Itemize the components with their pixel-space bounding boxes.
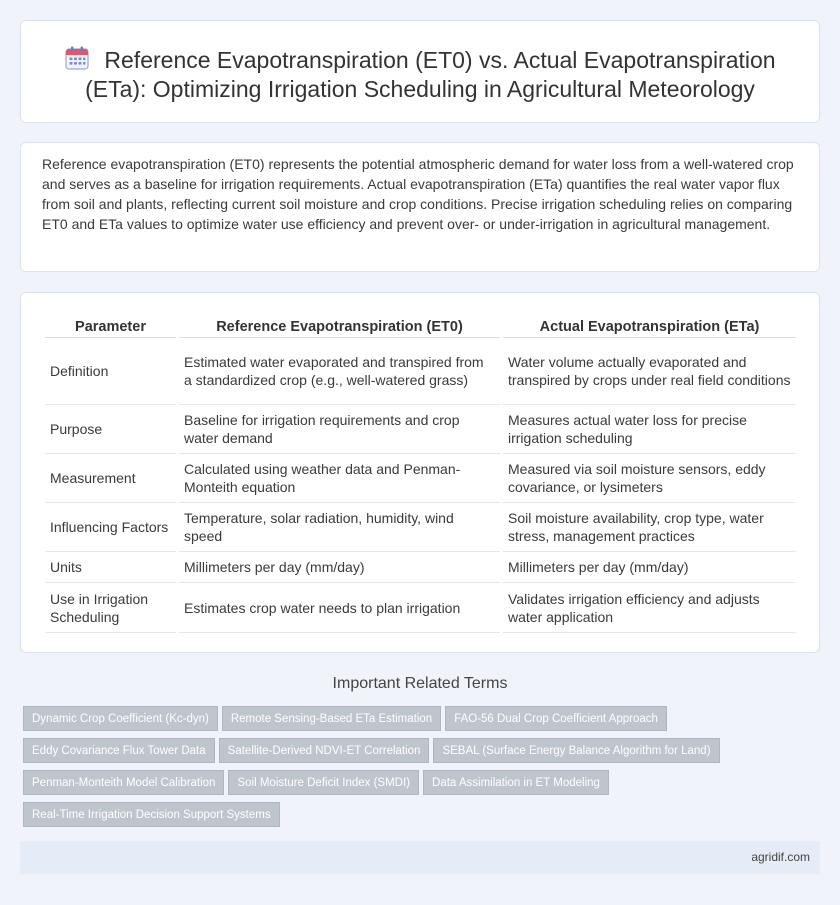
row-et0-value: Baseline for irrigation requirements and crop water demand bbox=[179, 405, 500, 454]
row-et0-value: Estimates crop water needs to plan irrigation bbox=[179, 583, 500, 633]
row-parameter: Influencing Factors bbox=[45, 503, 176, 552]
related-term-tag[interactable]: Real-Time Irrigation Decision Support Systems bbox=[23, 802, 280, 827]
table-header-row bbox=[45, 315, 796, 338]
table-row bbox=[45, 454, 796, 503]
tag-row bbox=[23, 770, 823, 802]
row-eta-value: Water volume actually evaporated and transpired by crops under real field conditions bbox=[503, 338, 796, 405]
table-row bbox=[45, 405, 796, 454]
related-terms-list bbox=[23, 706, 823, 834]
related-term-tag[interactable]: Remote Sensing-Based ETa Estimation bbox=[222, 706, 441, 731]
intro-paragraph: Reference evapotranspiration (ET0) represents the potential atmospheric demand for water loss from a well-watered crop and serves as a baseline for irrigation requirements. Actual evapotranspiration (ETa) quantifies the real water vapor flux from soil and plants, reflecting current soil moisture and crop conditions. Precise irrigation scheduling relies on comparing ET0 and ETa values to optimize water use efficiency and prevent over- or under-irrigation in agricultural management. bbox=[42, 156, 794, 232]
header-parameter: Parameter bbox=[45, 315, 176, 338]
row-eta-value: Measured via soil moisture sensors, eddy covariance, or lysimeters bbox=[503, 454, 796, 503]
footer-site-link[interactable]: agridif.com bbox=[751, 850, 810, 864]
comparison-table bbox=[42, 315, 799, 633]
related-term-tag[interactable]: Eddy Covariance Flux Tower Data bbox=[23, 738, 215, 763]
tag-row bbox=[23, 802, 823, 834]
related-term-tag[interactable]: Satellite-Derived NDVI-ET Correlation bbox=[219, 738, 430, 763]
row-eta-value: Soil moisture availability, crop type, water stress, management practices bbox=[503, 503, 796, 552]
row-parameter: Purpose bbox=[45, 405, 176, 454]
row-eta-value: Millimeters per day (mm/day) bbox=[503, 552, 796, 583]
related-term-tag[interactable]: Penman-Monteith Model Calibration bbox=[23, 770, 224, 795]
table-row bbox=[45, 552, 796, 583]
row-parameter: Use in Irrigation Scheduling bbox=[45, 583, 176, 633]
row-parameter: Measurement bbox=[45, 454, 176, 503]
comparison-table-card bbox=[20, 292, 820, 653]
related-term-tag[interactable]: Dynamic Crop Coefficient (Kc-dyn) bbox=[23, 706, 218, 731]
intro-card bbox=[20, 142, 820, 272]
header-eta: Actual Evapotranspiration (ETa) bbox=[503, 315, 796, 338]
row-et0-value: Calculated using weather data and Penman-Monteith equation bbox=[179, 454, 500, 503]
page-title: Reference Evapotranspiration (ET0) vs. Actual Evapotranspiration (ETa): Optimizing Irrigation Scheduling in Agricultural Meteorology bbox=[85, 47, 776, 102]
related-terms-heading: Important Related Terms bbox=[332, 675, 508, 692]
row-eta-value: Measures actual water loss for precise irrigation scheduling bbox=[503, 405, 796, 454]
related-term-tag[interactable]: Soil Moisture Deficit Index (SMDI) bbox=[228, 770, 419, 795]
table-row bbox=[45, 583, 796, 633]
row-et0-value: Estimated water evaporated and transpired from a standardized crop (e.g., well-watered grass) bbox=[179, 338, 500, 405]
row-parameter: Definition bbox=[45, 338, 176, 405]
tag-row bbox=[23, 706, 823, 738]
calendar-icon bbox=[64, 45, 90, 71]
row-et0-value: Temperature, solar radiation, humidity, wind speed bbox=[179, 503, 500, 552]
related-term-tag[interactable]: FAO-56 Dual Crop Coefficient Approach bbox=[445, 706, 667, 731]
row-eta-value: Validates irrigation efficiency and adjusts water application bbox=[503, 583, 796, 633]
related-term-tag[interactable]: SEBAL (Surface Energy Balance Algorithm for Land) bbox=[433, 738, 719, 763]
page-title-wrap bbox=[51, 45, 789, 104]
header-et0: Reference Evapotranspiration (ET0) bbox=[179, 315, 500, 338]
table-row bbox=[45, 503, 796, 552]
table-row bbox=[45, 338, 796, 405]
footer bbox=[20, 841, 820, 874]
related-term-tag[interactable]: Data Assimilation in ET Modeling bbox=[423, 770, 609, 795]
row-parameter: Units bbox=[45, 552, 176, 583]
tag-row bbox=[23, 738, 823, 770]
title-card bbox=[20, 20, 820, 123]
row-et0-value: Millimeters per day (mm/day) bbox=[179, 552, 500, 583]
